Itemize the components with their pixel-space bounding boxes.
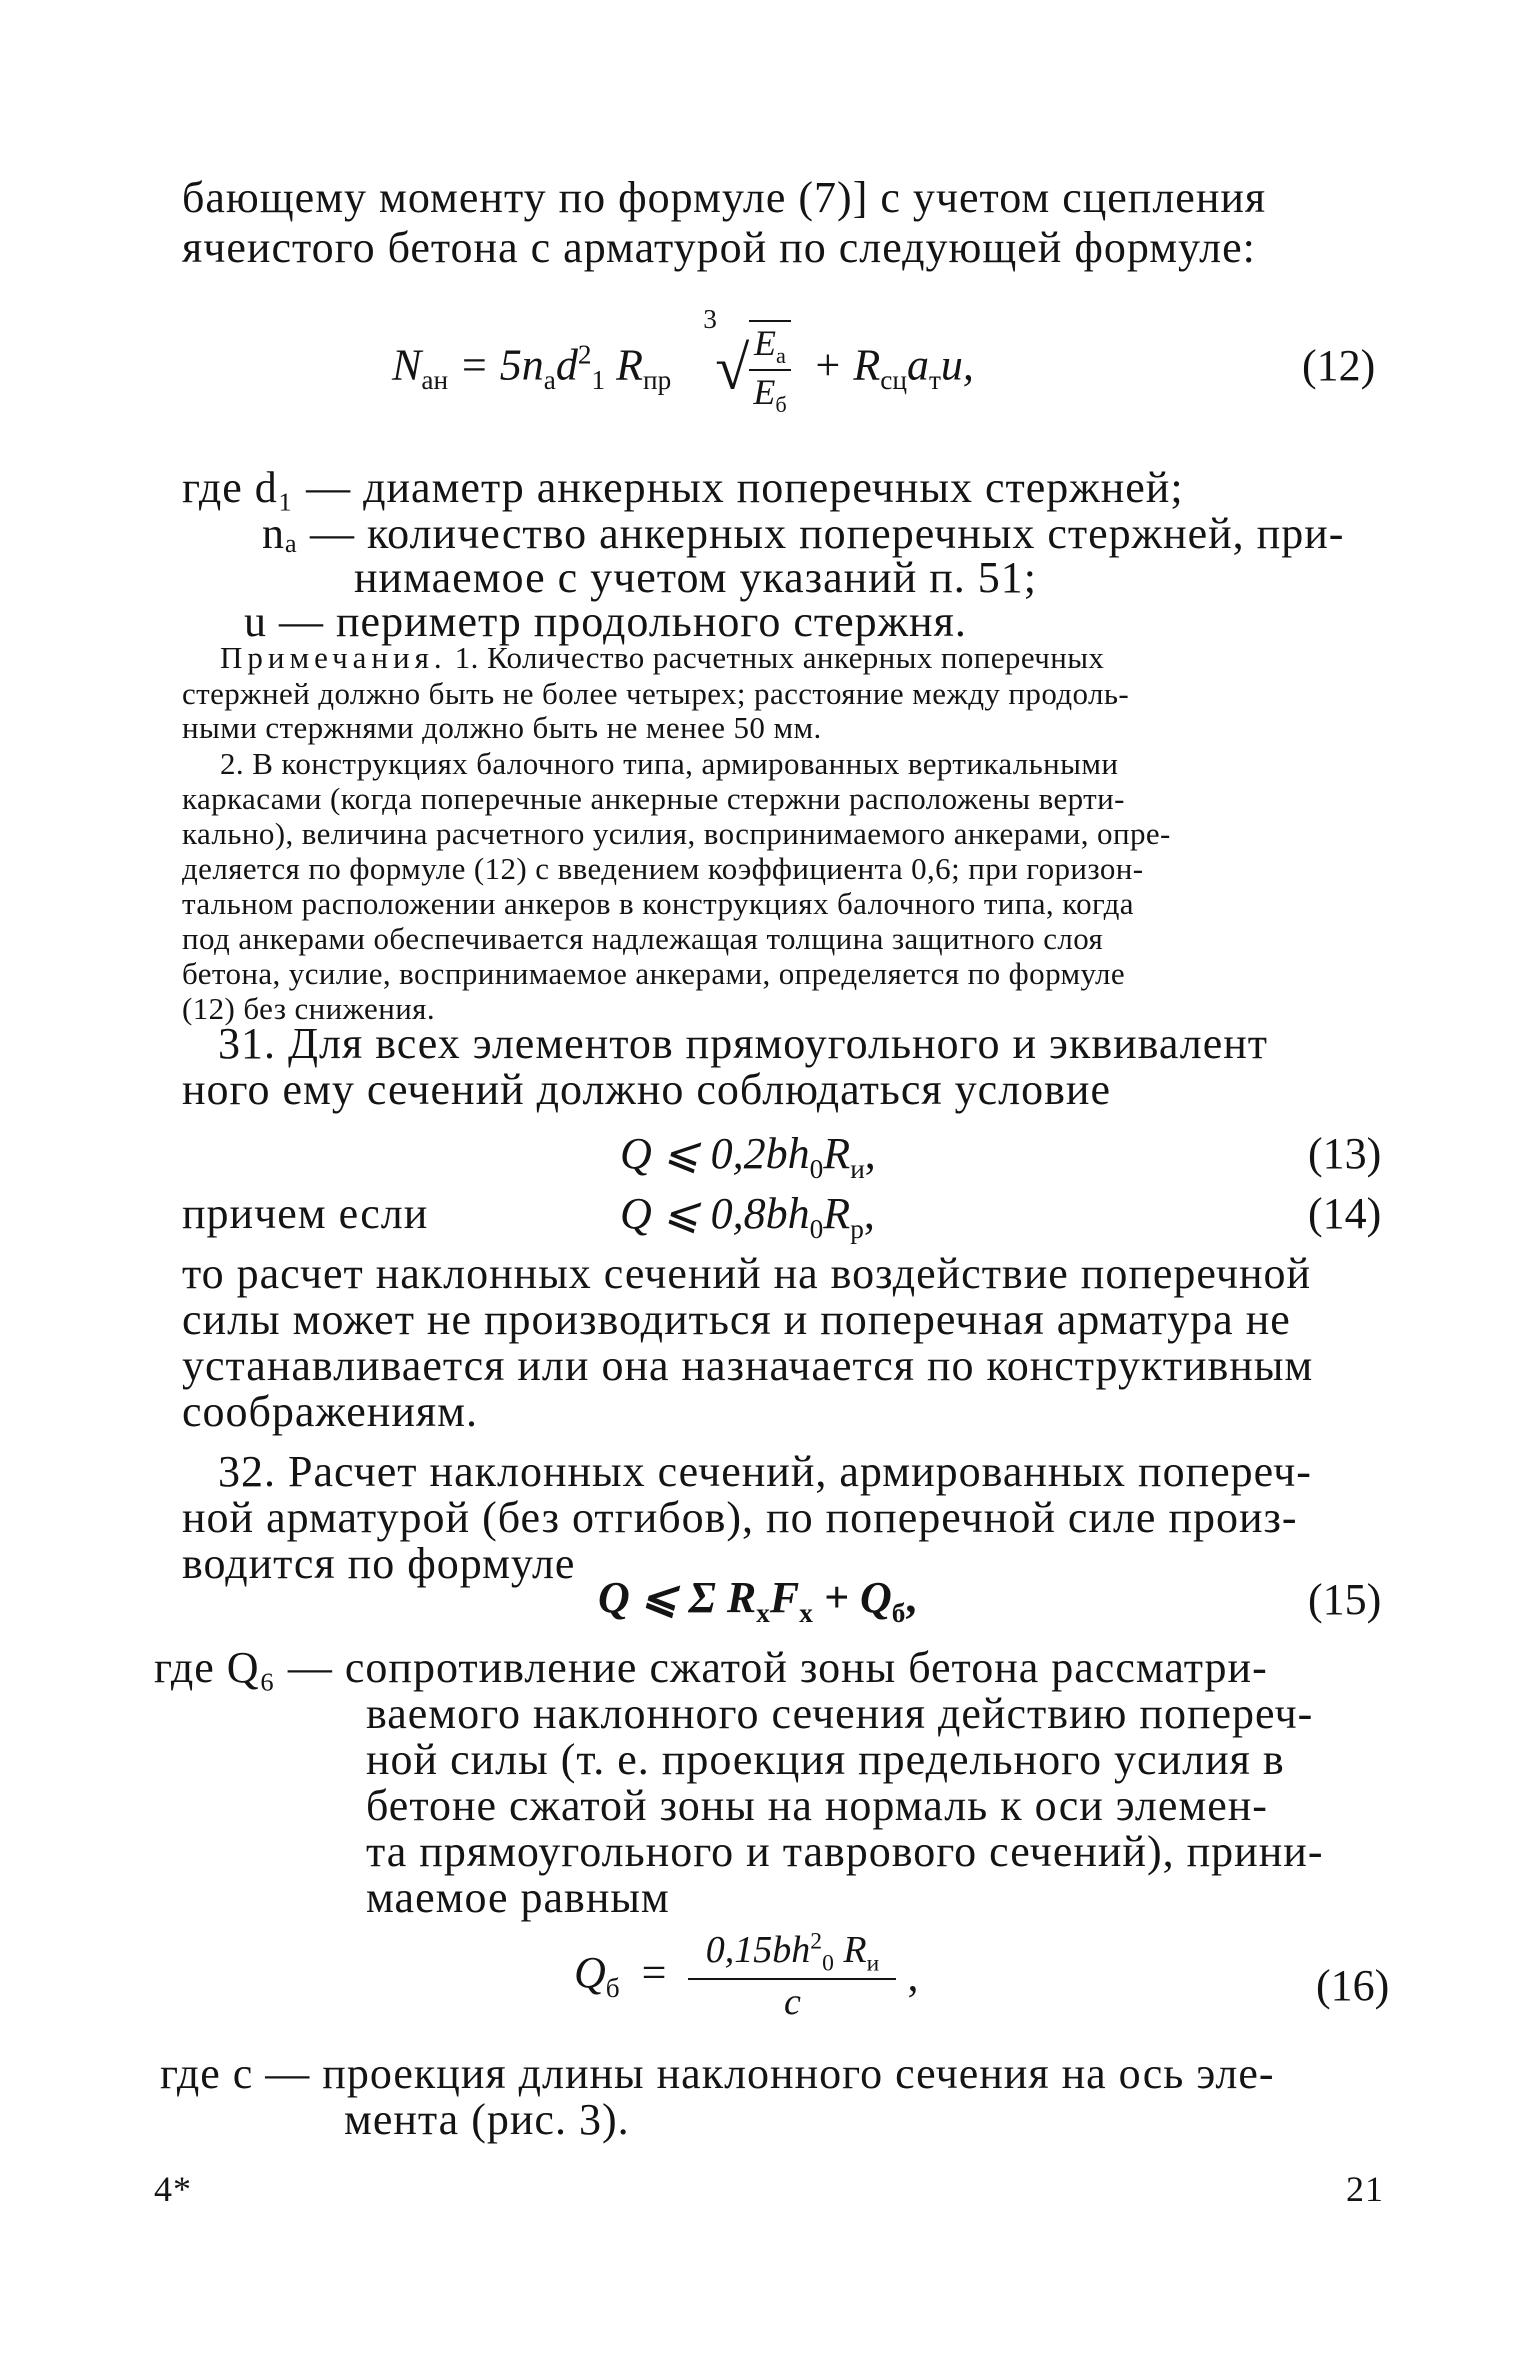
equation-14: Q ⩽ $0,8bh_0R_р$, [620,1189,875,1244]
definition-line: где c — проекция длины наклонного сечения на ось эле- [160,2049,1275,2098]
note-line: (12) без снижения. [182,991,435,1026]
equation-number: (15) [1308,1575,1382,1624]
equation-number: (14) [1308,1189,1382,1238]
paragraph-line: то расчет наклонных сечений на воздействие поперечной [182,1249,1312,1298]
definition-line: где Q₆ — сопротивление сжатой зоны бетона рассматри- [154,1643,1268,1692]
definition-line: та прямоугольного и таврового сечений), прини- [366,1827,1324,1876]
page-number: 21 [1346,2169,1384,2209]
paragraph-line: 32. Расчет наклонных сечений, армированных попереч- [218,1447,1312,1496]
paragraph-line: устанавливается или она назначается по конструктивным [182,1341,1314,1390]
paragraph-line: силы может не производиться и поперечная арматура не [182,1295,1291,1344]
paragraph-line: причем если [182,1189,429,1238]
equation-16: $Q_б$ = $\frac{0,15bh^2_0 R_и}{c}$ , [574,1928,919,2023]
paragraph-line: водится по формуле [182,1539,576,1588]
note-line: Примечания. 1. Количество расчетных анкерных поперечных [220,640,1105,675]
definition-line: ваемого наклонного сечения действию попереч- [366,1689,1314,1738]
paragraph-line: соображениям. [182,1387,478,1436]
paragraph-line: ячеистого бетона с арматурой по следующей формуле: [182,223,1256,272]
note-line: ными стержнями должно быть не менее 50 мм. [182,710,822,745]
definition-line: нимаемое с учетом указаний п. 51; [354,553,1038,602]
note-line: 2. В конструкциях балочного типа, армированных вертикальными [220,746,1119,781]
definition-line: бетоне сжатой зоны на нормаль к оси элемен- [366,1781,1268,1830]
paragraph-line: 31. Для всех элементов прямоугольного и эквивалент [218,1019,1269,1068]
paragraph-line: ного ему сечений должно соблюдаться условие [182,1065,1111,1114]
equation-13: Q ⩽ $0,2bh_0R_и$, [620,1129,876,1184]
definition-line: nₐ — количество анкерных поперечных стержней, при- [262,509,1345,558]
definition-line: u — периметр продольного стержня. [244,597,967,646]
definition-line: маемое равным [366,1873,670,1922]
note-line: бетона, усилие, воспринимаемое анкерами, определяется по формуле [182,956,1126,991]
equation-12: $N_{ан} = 5n_аd^2_1$ $R_{пр}$ 3 √ $\frac{E_а}{E_б}$ + $R_{сц}a_тu$, [392,304,974,418]
equation-number: (13) [1308,1129,1382,1178]
note-line: деляется по формуле (12) с введением коэффициента 0,6; при горизон- [182,851,1144,886]
paragraph-line: ной арматурой (без отгибов), по поперечной силе произ- [182,1493,1298,1542]
equation-number: (12) [1302,341,1376,390]
cube-root: 3 √ $\frac{E_а}{E_б}$ [715,320,790,418]
equation-15: Q ⩽ Σ $R_xF_x + Q_б$, [598,1573,917,1628]
notes-heading: Примечания. [220,640,447,675]
note-line: под анкерами обеспечивается надлежащая толщина защитного слоя [182,921,1104,956]
paragraph-line: бающему моменту по формуле (7)] с учетом сцепления [182,173,1267,222]
definition-line: где d₁ — диаметр анкерных поперечных стержней; [182,463,1184,512]
note-line: стержней должно быть не более четырех; расстояние между продоль- [182,676,1130,711]
note-line: каркасами (когда поперечные анкерные стержни расположены верти- [182,781,1125,816]
note-line: кально), величина расчетного усилия, воспринимаемого анкерами, опре- [182,816,1171,851]
definition-line: мента (рис. 3). [344,2095,630,2144]
note-line: тальном расположении анкеров в конструкциях балочного типа, когда [182,886,1134,921]
signature-mark: 4* [154,2169,192,2209]
definition-line: ной силы (т. е. проекция предельного усилия в [366,1735,1285,1784]
equation-number: (16) [1316,1961,1390,2010]
